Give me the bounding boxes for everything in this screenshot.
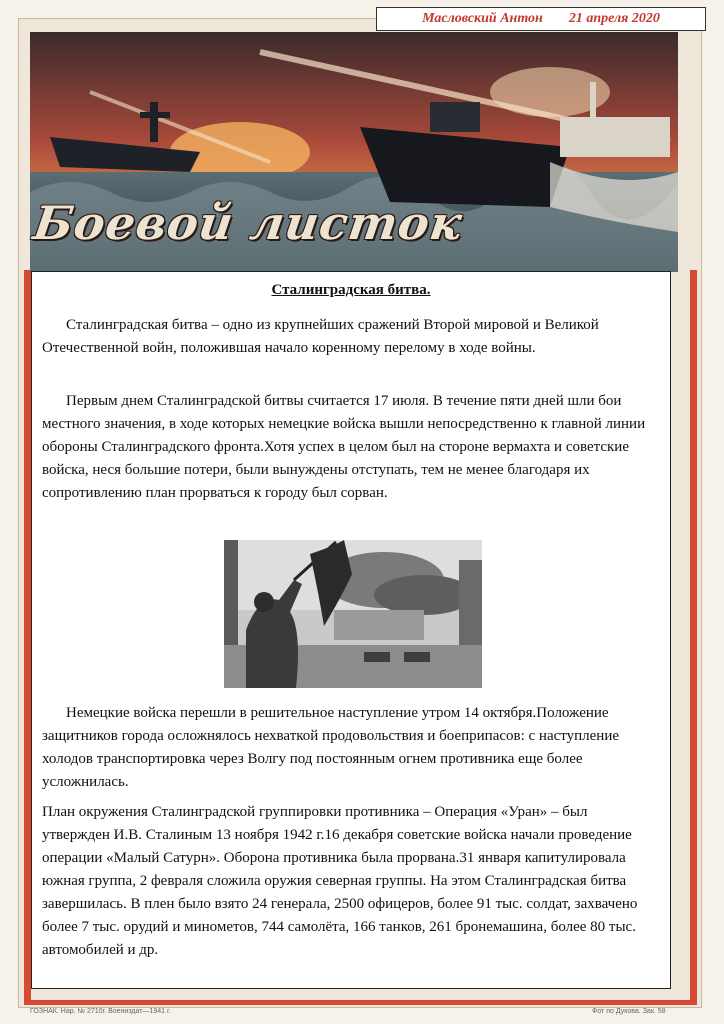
imprint-right: Фот по Дукова. Зак. 58	[592, 1008, 666, 1015]
bottom-red-stripe	[24, 1000, 697, 1005]
article-paragraph-2: Первым днем Сталинградской битвы считается 17 июля. В течение пяти дней шли бои местного значения, в ходе которых немецкие войска вышли непосредственно к главной линии обороны Сталинградского фронта.Хотя успех в целом был на стороне вермахта и советские войска, неся большие потери, были вынуждены отступать, тем не менее благодаря их сопротивлению план прорваться к городу был сорван.	[42, 393, 646, 501]
right-red-stripe	[690, 270, 697, 1005]
author-name: Масловский Антон	[422, 11, 543, 26]
article-paragraph-1: Сталинградская битва – одно из крупнейших сражений Второй мировой и Великой Отечественной войн, положившая начало коренному перелому в ходе войны.	[42, 317, 599, 356]
article-content-box	[31, 271, 671, 989]
author-date-box	[376, 7, 706, 31]
article-paragraph-3: Немецкие войска перешли в решительное наступление утром 14 октября.Положение защитников города осложнялось нехваткой продовольствия и боеприпасов: с наступление холодов транспортировка через Волгу под постоянным огнем противника еще более усложнилась.	[42, 705, 620, 790]
date-label: 21 апреля 2020	[568, 11, 660, 26]
masthead-title: Боевой листок	[30, 196, 467, 250]
article-title: Сталинградская битва.	[271, 282, 431, 298]
stalingrad-flag-photo	[224, 540, 482, 688]
soldier-with-flag-illustration	[224, 540, 482, 688]
imprint-left: ГОЗНАК. Нар. № 2710г. Воениздат—1941 г.	[30, 1008, 171, 1015]
article-paragraph-4: План окружения Сталинградской группировки противника – Операция «Уран» – был утвержден И.В. Сталиным 13 ноября 1942 г.16 декабря советские войска начали проведение операции «Малый Сатурн». Оборона противника была прорвана.31 января капитулировала южная группа, 2 февраля сложила оружия северная группы. На этом Сталинградская битва завершилась. В плен было взято 24 генерала, 2500 офицеров, более 91 тыс. солдат, захвачено более 7 тыс. орудий и минометов, 744 самолёта, 166 танков, 261 бронемашина, более 80 тыс. автомобилей и др.	[42, 804, 638, 958]
left-red-stripe	[24, 270, 31, 1005]
